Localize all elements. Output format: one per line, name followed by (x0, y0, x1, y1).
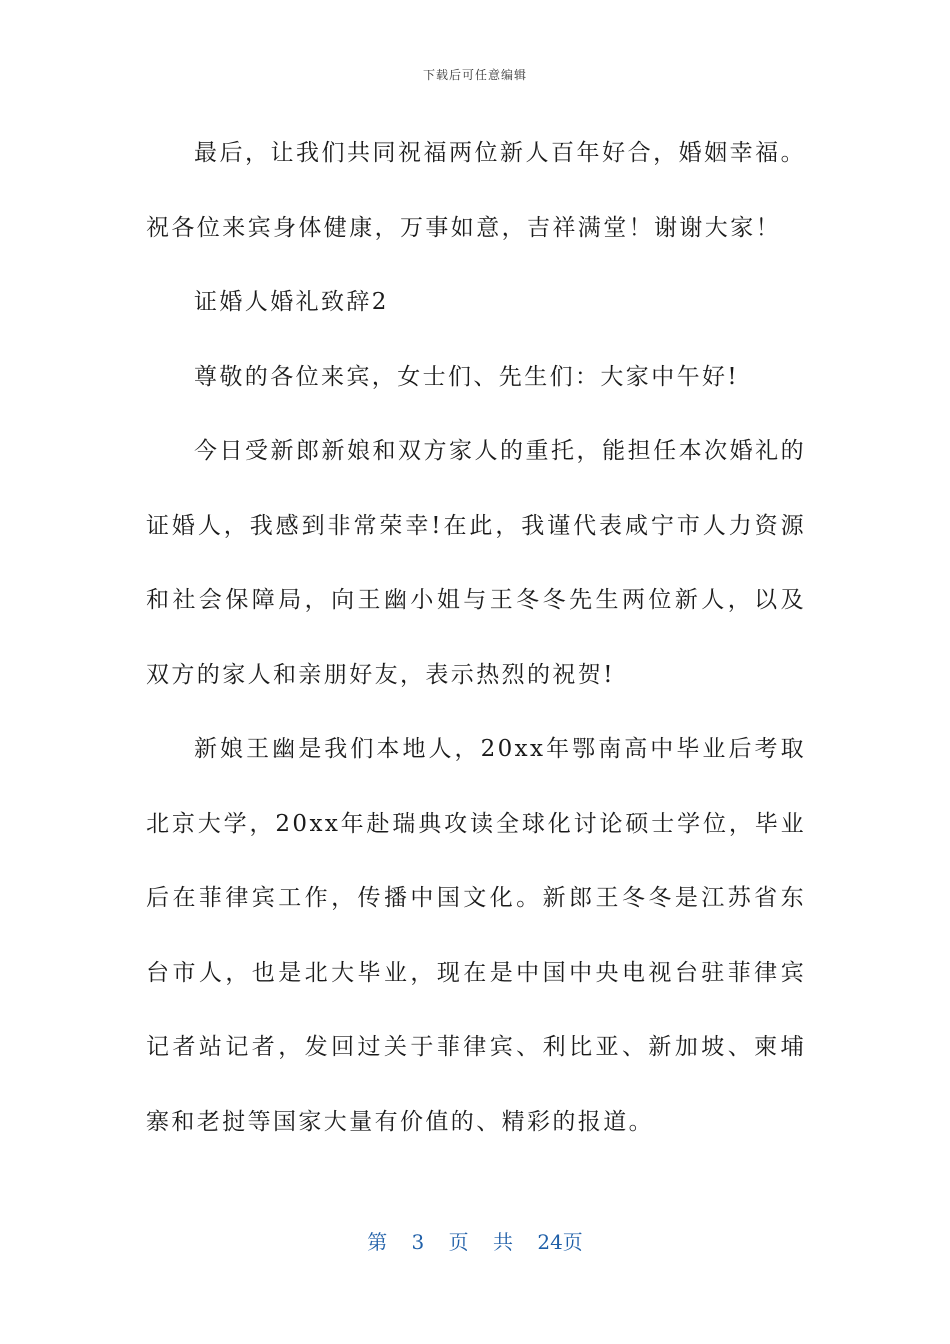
document-body (146, 116, 806, 1159)
footer-label-total: 共 (493, 1230, 513, 1254)
footer-current-page: 3 (411, 1230, 425, 1254)
footer-label-page: 页 (448, 1230, 469, 1254)
footer-total-pages: 24页 (537, 1230, 583, 1254)
section-title: 证婚人婚礼致辞2 (194, 289, 389, 315)
paragraph-couple-background: 新娘王幽是我们本地人，20xx年鄂南高中毕业后考取北京大学，20xx年赴瑞典攻读全球化讨论硕士学位，毕业后在菲律宾工作，传播中国文化。新郎王冬冬是江苏省东台市人，也是北大毕业，现在是中国中央电视台驻菲律宾记者站记者，发回过关于菲律宾、利比亚、新加坡、柬埔寨和老挝等国家大量有价值的、精彩的报道。 (146, 736, 806, 1135)
paragraph-introduction: 今日受新郎新娘和双方家人的重托，能担任本次婚礼的证婚人，我感到非常荣幸!在此，我谨代表咸宁市人力资源和社会保障局，向王幽小姐与王冬冬先生两位新人，以及双方的家人和亲朋好友，表示热烈的祝贺! (146, 438, 806, 688)
paragraph-closing: 最后，让我们共同祝福两位新人百年好合，婚姻幸福。祝各位来宾身体健康，万事如意，吉祥满堂！谢谢大家！ (146, 140, 806, 241)
paragraph-greeting: 尊敬的各位来宾，女士们、先生们：大家中午好! (194, 363, 740, 390)
page-header-note: 下载后可任意编辑 (422, 68, 527, 82)
footer-label-prefix: 第 (367, 1230, 388, 1254)
page-footer (0, 1226, 950, 1255)
